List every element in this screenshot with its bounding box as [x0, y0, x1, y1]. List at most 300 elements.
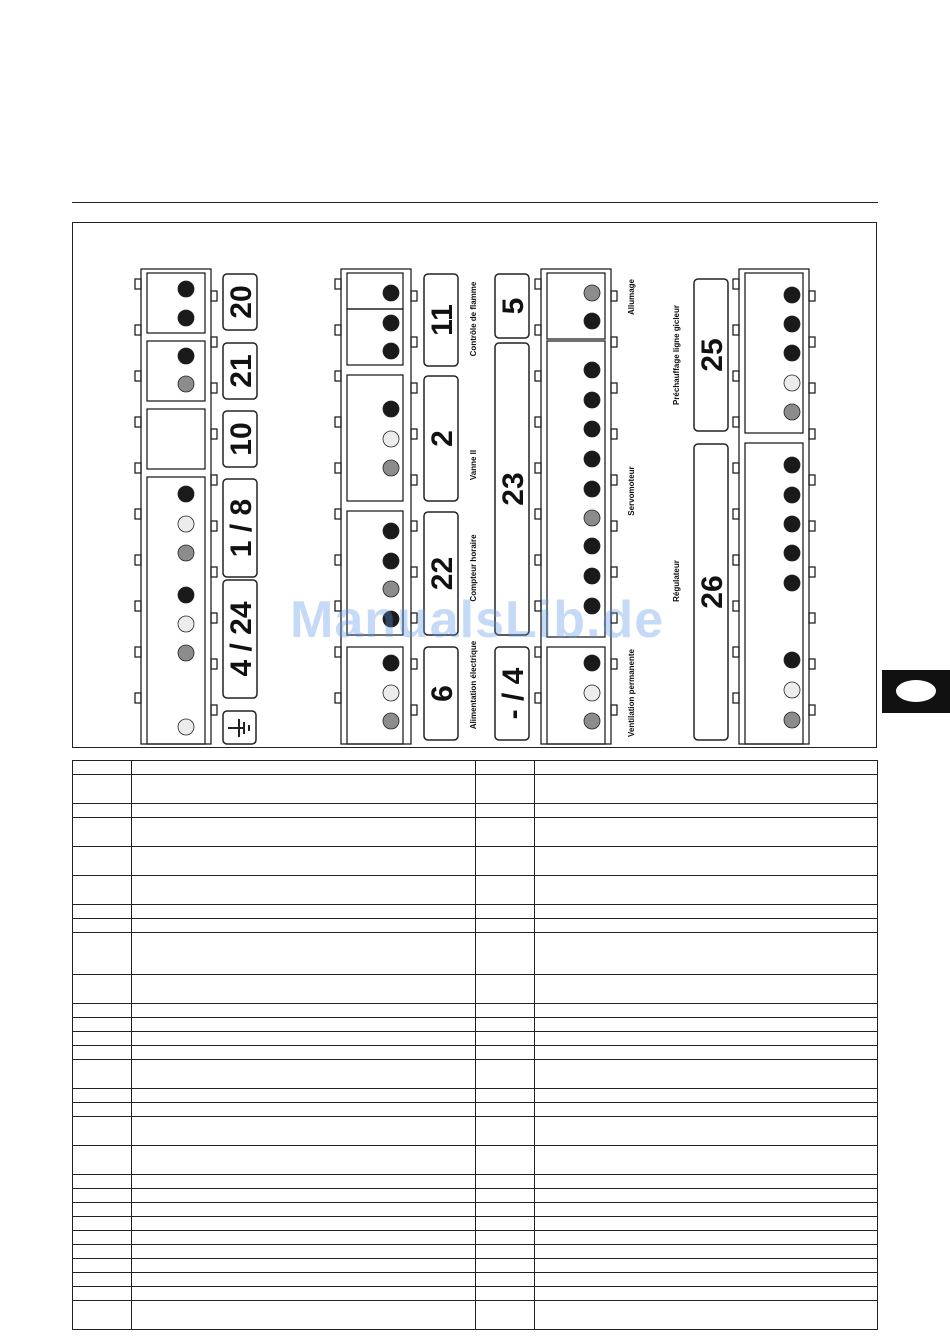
table-cell: [535, 818, 878, 847]
table-cell: [535, 919, 878, 933]
module-number: 23: [497, 472, 530, 506]
terminal-pin-white: [178, 516, 194, 532]
table-cell: [535, 1231, 878, 1245]
table-cell: [535, 1273, 878, 1287]
connector-latch: [135, 647, 141, 657]
table-row: [73, 1146, 878, 1175]
table-cell: [535, 1259, 878, 1273]
module-number: - / 4: [497, 667, 530, 720]
table-cell: [73, 1046, 132, 1060]
table-cell: [132, 1060, 476, 1089]
terminal-pin-white: [383, 685, 399, 701]
table-cell: [535, 1146, 878, 1175]
table-cell: [73, 1259, 132, 1273]
table-cell: [476, 1089, 535, 1103]
table-cell: [132, 1217, 476, 1231]
table-row: [73, 1203, 878, 1217]
terminal-pin-black: [584, 313, 600, 329]
table-cell: [535, 1287, 878, 1301]
connector-latch: [611, 291, 617, 301]
terminal-pin-black: [784, 575, 800, 591]
table-row: [73, 933, 878, 975]
table-cell: [132, 1103, 476, 1117]
table-cell: [132, 1301, 476, 1330]
terminal-pin-black: [178, 310, 194, 326]
table-cell: [132, 1004, 476, 1018]
terminal-pin-grey: [784, 404, 800, 420]
terminal-pin-black: [584, 392, 600, 408]
table-cell: [132, 933, 476, 975]
connector-latch: [411, 429, 417, 439]
table-cell: [535, 1301, 878, 1330]
connector-latch: [733, 279, 739, 289]
table-cell: [476, 1117, 535, 1146]
connector-latch: [809, 291, 815, 301]
table-cell: [73, 775, 132, 804]
connector-latch: [611, 659, 617, 669]
table-cell: [132, 1287, 476, 1301]
table-cell: [476, 1301, 535, 1330]
module-number: 21: [225, 354, 258, 388]
connector-block: [341, 269, 411, 744]
table-cell: [132, 775, 476, 804]
table-cell: [73, 1103, 132, 1117]
table-cell: [535, 1117, 878, 1146]
table-cell: [132, 876, 476, 905]
table-cell: [535, 905, 878, 919]
table-cell: [535, 1189, 878, 1203]
table-row: [73, 1004, 878, 1018]
connector-latch: [809, 429, 815, 439]
connector-latch: [335, 601, 341, 611]
terminal-pin-black: [383, 523, 399, 539]
table-cell: [476, 905, 535, 919]
table-cell: [132, 1018, 476, 1032]
table-cell: [476, 1217, 535, 1231]
connector-latch: [611, 613, 617, 623]
table-cell: [535, 876, 878, 905]
connector-latch: [611, 429, 617, 439]
connector-latch: [135, 463, 141, 473]
table-cell: [535, 775, 878, 804]
table-cell: [73, 1018, 132, 1032]
table-cell: [132, 804, 476, 818]
connector-latch: [335, 279, 341, 289]
table-cell: [73, 1060, 132, 1089]
table-cell: [476, 1046, 535, 1060]
table-cell: [73, 761, 132, 775]
table-cell: [476, 1103, 535, 1117]
table-row: [73, 804, 878, 818]
connector-latch: [335, 647, 341, 657]
connector-latch: [411, 567, 417, 577]
module-number: 1 / 8: [225, 498, 258, 558]
table-cell: [132, 1146, 476, 1175]
table-cell: [535, 1245, 878, 1259]
watermark: ManualsLib.de: [290, 591, 665, 649]
table-row: [73, 1175, 878, 1189]
terminal-pin-black: [784, 652, 800, 668]
table-cell: [73, 1089, 132, 1103]
table-cell: [73, 1301, 132, 1330]
connector-latch: [211, 705, 217, 715]
connector-latch: [809, 521, 815, 531]
connector-latch: [411, 613, 417, 623]
description-table: [72, 760, 878, 1330]
table-cell: [535, 975, 878, 1004]
connector-latch: [733, 325, 739, 335]
table-cell: [73, 1203, 132, 1217]
module-number: 11: [426, 304, 459, 336]
module-label: Alimentation électrique: [469, 640, 478, 730]
table-row: [73, 1301, 878, 1330]
connector-latch: [135, 371, 141, 381]
terminal-pin-black: [178, 587, 194, 603]
connector-latch: [411, 383, 417, 393]
connector-latch: [135, 417, 141, 427]
terminal-pin-black: [383, 655, 399, 671]
connector-latch: [335, 555, 341, 565]
table-cell: [476, 933, 535, 975]
table-cell: [132, 1117, 476, 1146]
terminal-pin-black: [784, 516, 800, 532]
connector-latch: [211, 521, 217, 531]
module-number: 6: [426, 685, 459, 702]
table-cell: [132, 1189, 476, 1203]
terminal-pin-black: [178, 348, 194, 364]
connector-latch: [611, 475, 617, 485]
header-rule: [72, 202, 878, 203]
table-row: [73, 1245, 878, 1259]
table-row: [73, 1103, 878, 1117]
table-row: [73, 919, 878, 933]
connector-latch: [809, 659, 815, 669]
connector-latch: [535, 279, 541, 289]
table-cell: [476, 1287, 535, 1301]
module-label: Contrôle de flamme: [469, 281, 478, 357]
terminal-pin-black: [383, 611, 399, 627]
table-cell: [73, 876, 132, 905]
table-cell: [476, 1004, 535, 1018]
table-row: [73, 1259, 878, 1273]
terminal-pin-black: [383, 285, 399, 301]
terminal-pin-grey: [584, 285, 600, 301]
table-cell: [132, 1273, 476, 1287]
terminal-pin-black: [784, 457, 800, 473]
terminal-diagram-panel: [72, 222, 877, 748]
connector-block: [141, 269, 211, 744]
connector-latch: [733, 601, 739, 611]
table-cell: [476, 1203, 535, 1217]
table-cell: [535, 1004, 878, 1018]
terminal-pin-grey: [383, 460, 399, 476]
table-cell: [73, 905, 132, 919]
table-row: [73, 1287, 878, 1301]
connector-latch: [135, 693, 141, 703]
table-row: [73, 1231, 878, 1245]
table-cell: [132, 761, 476, 775]
table-cell: [476, 1259, 535, 1273]
module-label: Servomoteur: [627, 466, 636, 516]
table-cell: [535, 847, 878, 876]
table-row: [73, 1032, 878, 1046]
table-cell: [476, 1175, 535, 1189]
connector-latch: [211, 383, 217, 393]
connector-latch: [135, 279, 141, 289]
table-cell: [73, 1146, 132, 1175]
connector-latch: [411, 337, 417, 347]
connector-latch: [733, 371, 739, 381]
module-label: Compteur horaire: [469, 534, 478, 602]
table-cell: [132, 1046, 476, 1060]
module-number: 22: [426, 556, 459, 591]
connector-latch: [135, 555, 141, 565]
connector-latch: [135, 509, 141, 519]
connector-latch: [733, 693, 739, 703]
table-cell: [73, 1231, 132, 1245]
connector-latch: [535, 325, 541, 335]
terminal-pin-grey: [584, 713, 600, 729]
terminal-pin-black: [383, 343, 399, 359]
connector-latch: [335, 463, 341, 473]
table-row: [73, 905, 878, 919]
table-cell: [535, 804, 878, 818]
module-number: 20: [225, 285, 258, 319]
table-cell: [73, 818, 132, 847]
module-label: Ventilation permanente: [627, 648, 636, 738]
table-row: [73, 847, 878, 876]
module-label: Préchauffage ligne gicleur: [672, 304, 681, 406]
table-cell: [476, 761, 535, 775]
table-cell: [476, 919, 535, 933]
connector-latch: [809, 705, 815, 715]
table-cell: [476, 804, 535, 818]
table-cell: [476, 1273, 535, 1287]
terminal-pin-black: [178, 281, 194, 297]
table-cell: [535, 1046, 878, 1060]
connector-latch: [535, 601, 541, 611]
table-cell: [476, 1146, 535, 1175]
terminal-pin-black: [584, 421, 600, 437]
connector-latch: [335, 371, 341, 381]
connector-latch: [411, 291, 417, 301]
terminal-pin-grey: [584, 510, 600, 526]
table-cell: [476, 818, 535, 847]
terminal-pin-black: [784, 487, 800, 503]
connector-latch: [809, 337, 815, 347]
connector-latch: [733, 417, 739, 427]
connector-latch: [211, 659, 217, 669]
connector-latch: [733, 555, 739, 565]
terminal-pin-white: [784, 682, 800, 698]
table-cell: [535, 1217, 878, 1231]
connector-latch: [809, 613, 815, 623]
connector-latch: [535, 463, 541, 473]
section-tab[interactable]: [882, 670, 950, 713]
connector-block: [147, 341, 205, 401]
table-row: [73, 1018, 878, 1032]
table-cell: [132, 1259, 476, 1273]
table-cell: [73, 1117, 132, 1146]
terminal-pin-black: [383, 401, 399, 417]
table-cell: [476, 775, 535, 804]
terminal-pin-white: [784, 375, 800, 391]
table-cell: [73, 1032, 132, 1046]
connector-latch: [335, 509, 341, 519]
table-cell: [535, 1203, 878, 1217]
table-row: [73, 1089, 878, 1103]
connector-latch: [411, 659, 417, 669]
connector-block: [147, 273, 205, 333]
table-row: [73, 1117, 878, 1146]
connector-latch: [611, 383, 617, 393]
table-cell: [73, 847, 132, 876]
table-row: [73, 775, 878, 804]
terminal-pin-black: [784, 545, 800, 561]
table-cell: [476, 1060, 535, 1089]
connector-block: [541, 269, 611, 744]
terminal-pin-black: [784, 316, 800, 332]
terminal-pin-white: [584, 685, 600, 701]
table-cell: [132, 1032, 476, 1046]
section-tab-marker: [896, 680, 936, 702]
connector-latch: [211, 429, 217, 439]
terminal-pin-white: [178, 719, 194, 735]
table-cell: [476, 1231, 535, 1245]
table-cell: [132, 1089, 476, 1103]
table-cell: [73, 975, 132, 1004]
terminal-pin-black: [178, 486, 194, 502]
table-cell: [476, 1032, 535, 1046]
terminal-pin-grey: [178, 376, 194, 392]
connector-latch: [809, 383, 815, 393]
terminal-pin-grey: [383, 581, 399, 597]
table-cell: [73, 933, 132, 975]
table-row: [73, 1217, 878, 1231]
connector-block: [147, 477, 205, 744]
terminal-pin-black: [784, 345, 800, 361]
table-cell: [535, 761, 878, 775]
terminal-pin-black: [784, 287, 800, 303]
table-row: [73, 1273, 878, 1287]
connector-latch: [135, 325, 141, 335]
table-cell: [132, 818, 476, 847]
connector-latch: [611, 337, 617, 347]
connector-block: [547, 273, 605, 339]
table-cell: [132, 1231, 476, 1245]
table-cell: [73, 1189, 132, 1203]
connector-latch: [535, 693, 541, 703]
connector-latch: [611, 705, 617, 715]
module-label: Régulateur: [672, 560, 681, 602]
terminal-pin-black: [584, 481, 600, 497]
table-cell: [535, 1060, 878, 1089]
module-label: Allumage: [627, 278, 636, 316]
table-row: [73, 1189, 878, 1203]
table-row: [73, 761, 878, 775]
terminal-pin-grey: [784, 712, 800, 728]
table-cell: [476, 1245, 535, 1259]
connector-latch: [535, 509, 541, 519]
table-cell: [132, 847, 476, 876]
connector-block: [147, 409, 205, 469]
table-cell: [476, 975, 535, 1004]
connector-latch: [411, 475, 417, 485]
table-cell: [132, 1175, 476, 1189]
table-row: [73, 975, 878, 1004]
module-number: 25: [696, 338, 729, 372]
connector-latch: [733, 647, 739, 657]
table-cell: [73, 919, 132, 933]
table-cell: [73, 804, 132, 818]
table-cell: [132, 919, 476, 933]
table-cell: [535, 933, 878, 975]
terminal-diagram: [73, 223, 878, 749]
table-cell: [535, 1018, 878, 1032]
table-cell: [535, 1175, 878, 1189]
module-number: 26: [696, 575, 729, 609]
table-cell: [476, 1189, 535, 1203]
connector-latch: [809, 567, 815, 577]
connector-latch: [733, 463, 739, 473]
terminal-pin-black: [383, 553, 399, 569]
table-cell: [535, 1032, 878, 1046]
table-row: [73, 1060, 878, 1089]
connector-latch: [809, 475, 815, 485]
connector-latch: [411, 521, 417, 531]
table-row: [73, 876, 878, 905]
table-cell: [132, 1245, 476, 1259]
connector-latch: [211, 613, 217, 623]
module-number: 10: [225, 422, 258, 456]
terminal-pin-black: [584, 655, 600, 671]
table-cell: [73, 1217, 132, 1231]
earth-ground-icon: [223, 711, 256, 744]
table-cell: [73, 1273, 132, 1287]
table-row: [73, 1046, 878, 1060]
table-row: [73, 818, 878, 847]
connector-latch: [135, 601, 141, 611]
table-cell: [476, 876, 535, 905]
connector-latch: [535, 371, 541, 381]
terminal-pin-white: [178, 616, 194, 632]
terminal-pin-white: [383, 431, 399, 447]
terminal-pin-grey: [383, 713, 399, 729]
connector-latch: [211, 291, 217, 301]
module-number: 5: [497, 297, 530, 315]
terminal-pin-black: [584, 538, 600, 554]
terminal-pin-black: [584, 362, 600, 378]
connector-latch: [211, 475, 217, 485]
table-cell: [535, 1089, 878, 1103]
connector-block: [739, 269, 809, 744]
connector-latch: [611, 567, 617, 577]
terminal-pin-black: [584, 451, 600, 467]
connector-latch: [335, 417, 341, 427]
connector-latch: [535, 647, 541, 657]
table-cell: [73, 1175, 132, 1189]
table-cell: [132, 1203, 476, 1217]
connector-latch: [535, 555, 541, 565]
table-cell: [73, 1245, 132, 1259]
module-number: 4 / 24: [225, 601, 258, 677]
table-cell: [73, 1287, 132, 1301]
table-cell: [132, 905, 476, 919]
connector-latch: [211, 337, 217, 347]
terminal-pin-grey: [178, 645, 194, 661]
terminal-pin-black: [383, 315, 399, 331]
module-label: Vanne II: [469, 449, 478, 481]
